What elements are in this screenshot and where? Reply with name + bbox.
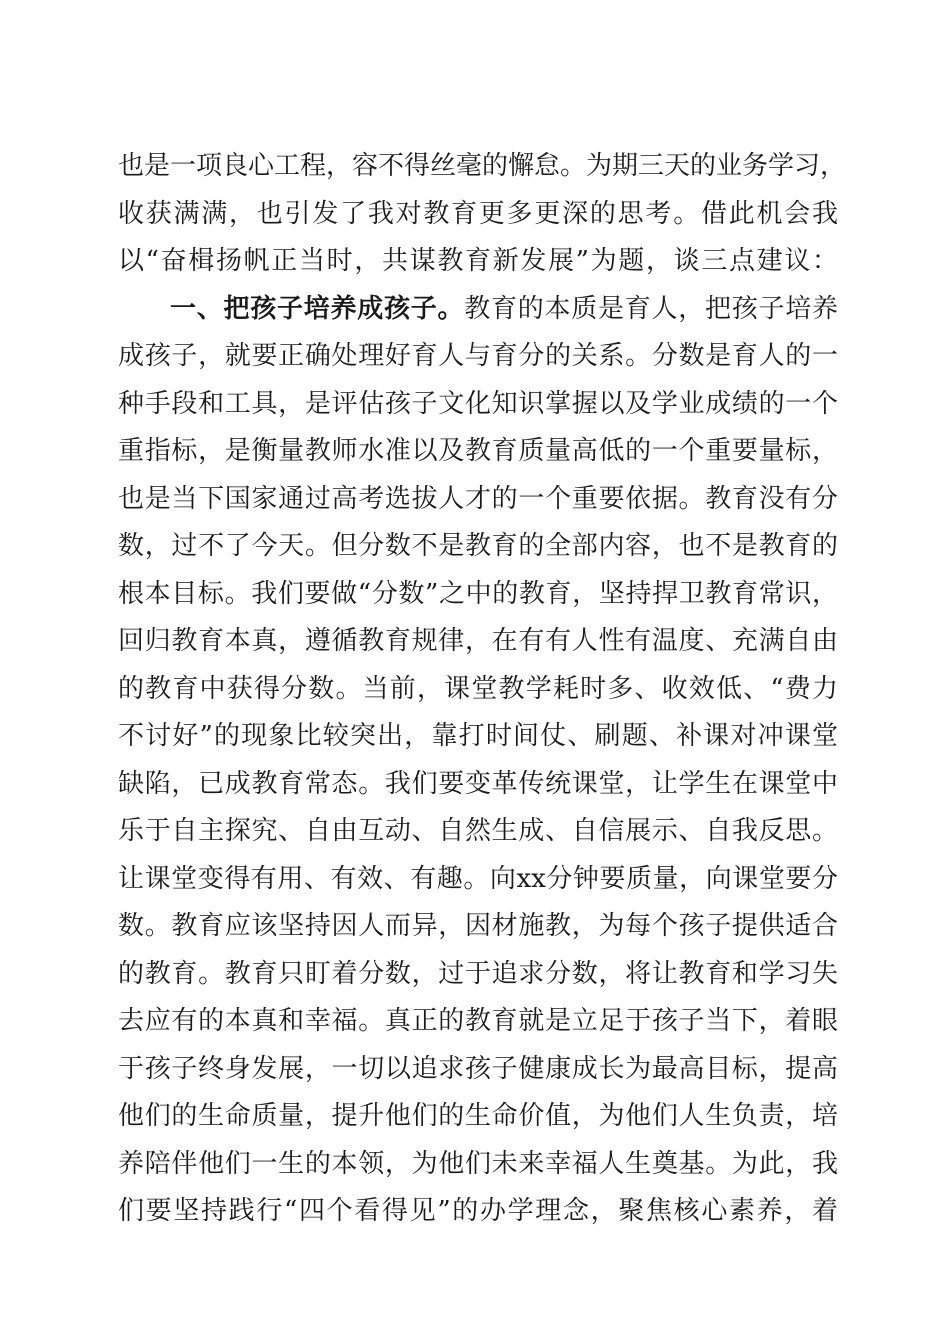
text-line: 的教育中获得分数。当前，课堂教学耗时多、收效低、“费力 (118, 674, 838, 704)
text-line: 们要坚持践行“四个看得见”的办学理念，聚焦核心素养，着 (118, 1196, 838, 1226)
text-line: 也是一项良心工程，容不得丝毫的懈怠。为期三天的业务学习， (118, 151, 847, 181)
text-line: 数，过不了今天。但分数不是教育的全部内容，也不是教育的 (118, 531, 838, 561)
text-line: 种手段和工具，是评估孩子文化知识掌握以及学业成绩的一个 (118, 389, 838, 419)
section-one-first-line (170, 287, 838, 331)
text-line: 根本目标。我们要做“分数”之中的教育，坚持捍卫教育常识， (118, 579, 838, 609)
section-heading: 一、把孩子培养成孩子。 (170, 294, 465, 324)
text-line: 乐于自主探究、自由互动、自然生成、自信展示、自我反思。 (118, 816, 838, 846)
text-line: 收获满满，也引发了我对教育更多更深的思考。借此机会我 (118, 199, 838, 229)
text-line: 让课堂变得有用、有效、有趣。向xx分钟要质量，向课堂要分 (118, 864, 838, 894)
text-line: 数。教育应该坚持因人而异，因材施教，为每个孩子提供适合 (118, 911, 838, 941)
text-line: 的教育。教育只盯着分数，过于追求分数，将让教育和学习失 (118, 959, 838, 989)
text-line: 不讨好”的现象比较突出，靠打时间仗、刷题、补课对冲课堂 (118, 721, 838, 751)
text-line: 养陪伴他们一生的本领，为他们未来幸福人生奠基。为此，我 (118, 1149, 838, 1179)
text-line: 去应有的本真和幸福。真正的教育就是立足于孩子当下，着眼 (118, 1006, 838, 1036)
text-line: 以“奋楫扬帆正当时，共谋教育新发展”为题，谈三点建议： (118, 246, 838, 276)
text-line: 他们的生命质量，提升他们的生命价值，为他们人生负责，培 (118, 1101, 838, 1131)
text-line: 重指标，是衡量教师水准以及教育质量高低的一个重要量标， (118, 436, 838, 466)
text-line: 也是当下国家通过高考选拔人才的一个重要依据。教育没有分 (118, 484, 838, 514)
text-line: 回归教育本真，遵循教育规律，在有有人性有温度、充满自由 (118, 626, 838, 656)
section-text: 教育的本质是育人，把孩子培养 (464, 294, 838, 324)
text-line: 缺陷，已成教育常态。我们要变革传统课堂，让学生在课堂中 (118, 769, 838, 799)
text-line: 于孩子终身发展，一切以追求孩子健康成长为最高目标，提高 (118, 1054, 838, 1084)
text-line: 成孩子，就要正确处理好育人与育分的关系。分数是育人的一 (118, 341, 838, 371)
